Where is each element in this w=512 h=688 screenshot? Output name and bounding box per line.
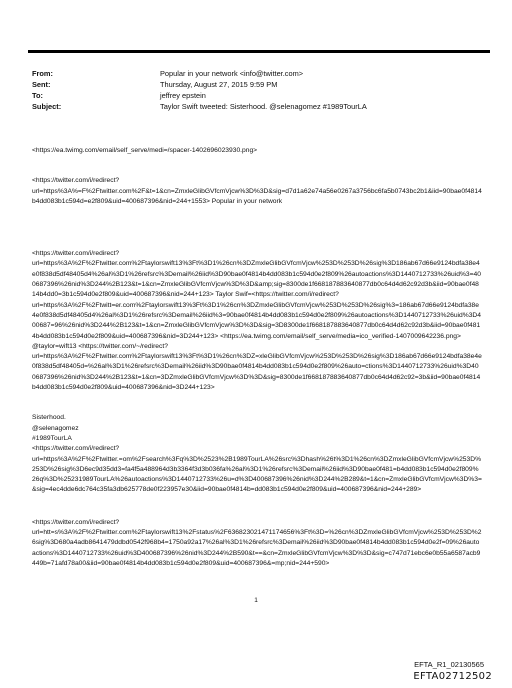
tweet-text-line-2: @selenagomez: [32, 424, 79, 432]
subject-value: Taylor Swift tweeted: Sisterhood. @selenagomez #1989TourLA: [160, 102, 367, 111]
subject-row: [32, 101, 482, 112]
tweet-text-line-3: #1989TourLA: [32, 434, 72, 442]
sent-value: Thursday, August 27, 2015 9:59 PM: [160, 80, 278, 89]
taylor-swift-links: <https://twitter.com/i/redirect?url=https%3A%2F%2Ftwitter.com%2Ftaylorswift13%3Ft%3D1%26cn%3DZmxleGlibGVfcmVjcw%253D%253D%26sig%3D186ab67d66e9124bdfa38e4e0f838d5df48405d4%26al%3D1%26refsrc%3Demail%26iid%3D90bae0f4814b4dd083b1c594d0e2f809%26autoactions%3D1440712733%26uid%3=400687396%26nid%3D244%2B123&t=1&cn=ZmxleGlibGVfcmVjcw%3D%3D&amp;sig=8300de1f668187883640877db0c64d4d62c92d3b&iid=90bae0f4814b4dd0=3b1c594d0e2f809&uid=400687396&nid=244+123> Taylor Swif=<https://twitter.com/i/redirect?url=https%3A%2F%2Ftwitt=er.com%2Ftaylorswift13%3Ft%3D1%26cn%3DZmxleGlibGVfcmVjcw%253D%253D%26sig%3=186ab67d66e9124bdfa38e4e0f838d5df48405d4%26al%3D1%26refsrc%3Demail%26iid%3=90bae0f4814b4dd083b1c594d0e2f809%26autoactions%3D1440712733%26uid%3D400687=96%26nid%3D244%2B123&t=1&cn=ZmxleGlibGVfcmVjcw%3D%3D&sig=3D8300de1f668187883640877db0c64d4d62c92d3b&iid=90bae0f4814b4dd083b1c594d0e2f809&uid=400687396&nid=3D244+123> <https://ea.twimg.com/email/self_serve/media=ico_verified-1407009642236.png> @taylor=wift13 <https://twitter.com/~/redirect?url=https%3A%2F%2Ftwitter.com%2Ftaylorswift13%3Ft%3D1%26cn%3DZ=xleGlibGVfcmVjcw%253D%253D%26sig%3D186ab67d66e9124bdfa38e4e0f838d5df48405d=%26al%3D1%26refsrc%3Demail%26iid%3D90bae0f4814b4dd083b1c594d0e2f809%26auto=ctions%3D1440712733%26uid%3D400687396%26nid%3D244%2B123&t=1&cn=3DZmxleGlibGVfcmVjcw%3D%3D&sig=8300de1f668187883640877db0c64d4d62c92=3b&iid=90bae0f4814b4dd083b1c594d0e2f809&uid=400687396&nid=3D244+123>: [32, 250, 482, 392]
sent-label: Sent:: [32, 80, 51, 89]
hashtag-search-link: <https://twitter.com/i/redirect?url=https%3A%2F%2Ftwitter.=om%2Fsearch%3Fq%3D%2523%2B1989TourLA%26src%3Dhash%26t%3D1%26cn%3DZmxleGlibGVfcmVjcw%253D%253D%26sig%3D6ec9d35dd3=fa4f5a488964d3b3364f3d3b036fa%26al%3D1%26refsrc%3Demail%26iid%3D90bae0f481=b4dd083b1c594d0e2f809%26q%3D%25231989TourLA%26autoactions%3D1440712733%26u=d%3D400687396%26nid%3D244%2B289&t=1&cn=ZmxleGlibGVfcmVjcw%3D%3=&sig=4ec4dde6dc764c35fa3db625778de0f223957e30&iid=90bae0f4814b=dd083b1c594d0e2f809&uid=400687396&nid=244+289>: [32, 445, 482, 494]
from-label: From:: [32, 69, 53, 78]
page-number: 1: [254, 597, 258, 604]
from-value: Popular in your network <info@twitter.com>: [160, 69, 304, 78]
efta-stamp-small: EFTA_R1_02130565: [414, 660, 484, 669]
email-header: [32, 68, 482, 112]
to-value: jeffrey epstein: [160, 91, 206, 100]
to-row: [32, 90, 482, 101]
subject-label: Subject:: [32, 102, 62, 111]
sent-row: [32, 79, 482, 90]
status-link: <https://twitter.com/i/redirect?url=htt=s%3A%2F%2Ftwitter.com%2Ftaylorswift13%2Fstatus%2F636823021471174656%3Ft%3D=%26cn%3DZmxleGlibGVfcmVjcw%253D%253D%26sig%3D680a4adb8641479ddbd0542f968b4=1750a92a17%26al%3D1%26refsrc%3Demail%26iid%3D90bae0f4814b4dd083b1c594d0e2f=09%26autoactions%3D1440712733%26uid%3D400687396%26nid%3D244%2B590&t==&cn=ZmxleGlibGVfcmVjcw%3D%3D&sig=c747d71ebc6e0b55a6587acb9449b=71afd78a00&iid=90bae0f4814b4dd083b1c594d0e2f809&uid=400687396&=mp;nid=244+590>: [32, 518, 482, 567]
to-label: To:: [32, 91, 43, 100]
spacer-image-link: <https://ea.twimg.com/email/self_serve/medi=/spacer-1402696023930.png>: [32, 147, 258, 154]
from-row: [32, 68, 482, 79]
email-body: [32, 146, 482, 569]
header-rule: [28, 50, 490, 53]
tweet-text-line-1: Sisterhood.: [32, 414, 66, 422]
popular-network-link: <https://twitter.com/i/redirect?url=https%3A%=F%2Ftwitter.com%2F&t=1&cn=ZmxleGlibGVfcmVjcw%3D%3D&sig=d7d1a62e74a56e0267a3756bc6fa5b0743bc2b1&iid=90bae0f4814b4dd083b1c594d=e2f809&uid=400687396&nid=244+1553> Popular in your network: [32, 177, 482, 205]
efta-stamp-large: EFTA02712502: [413, 671, 492, 682]
